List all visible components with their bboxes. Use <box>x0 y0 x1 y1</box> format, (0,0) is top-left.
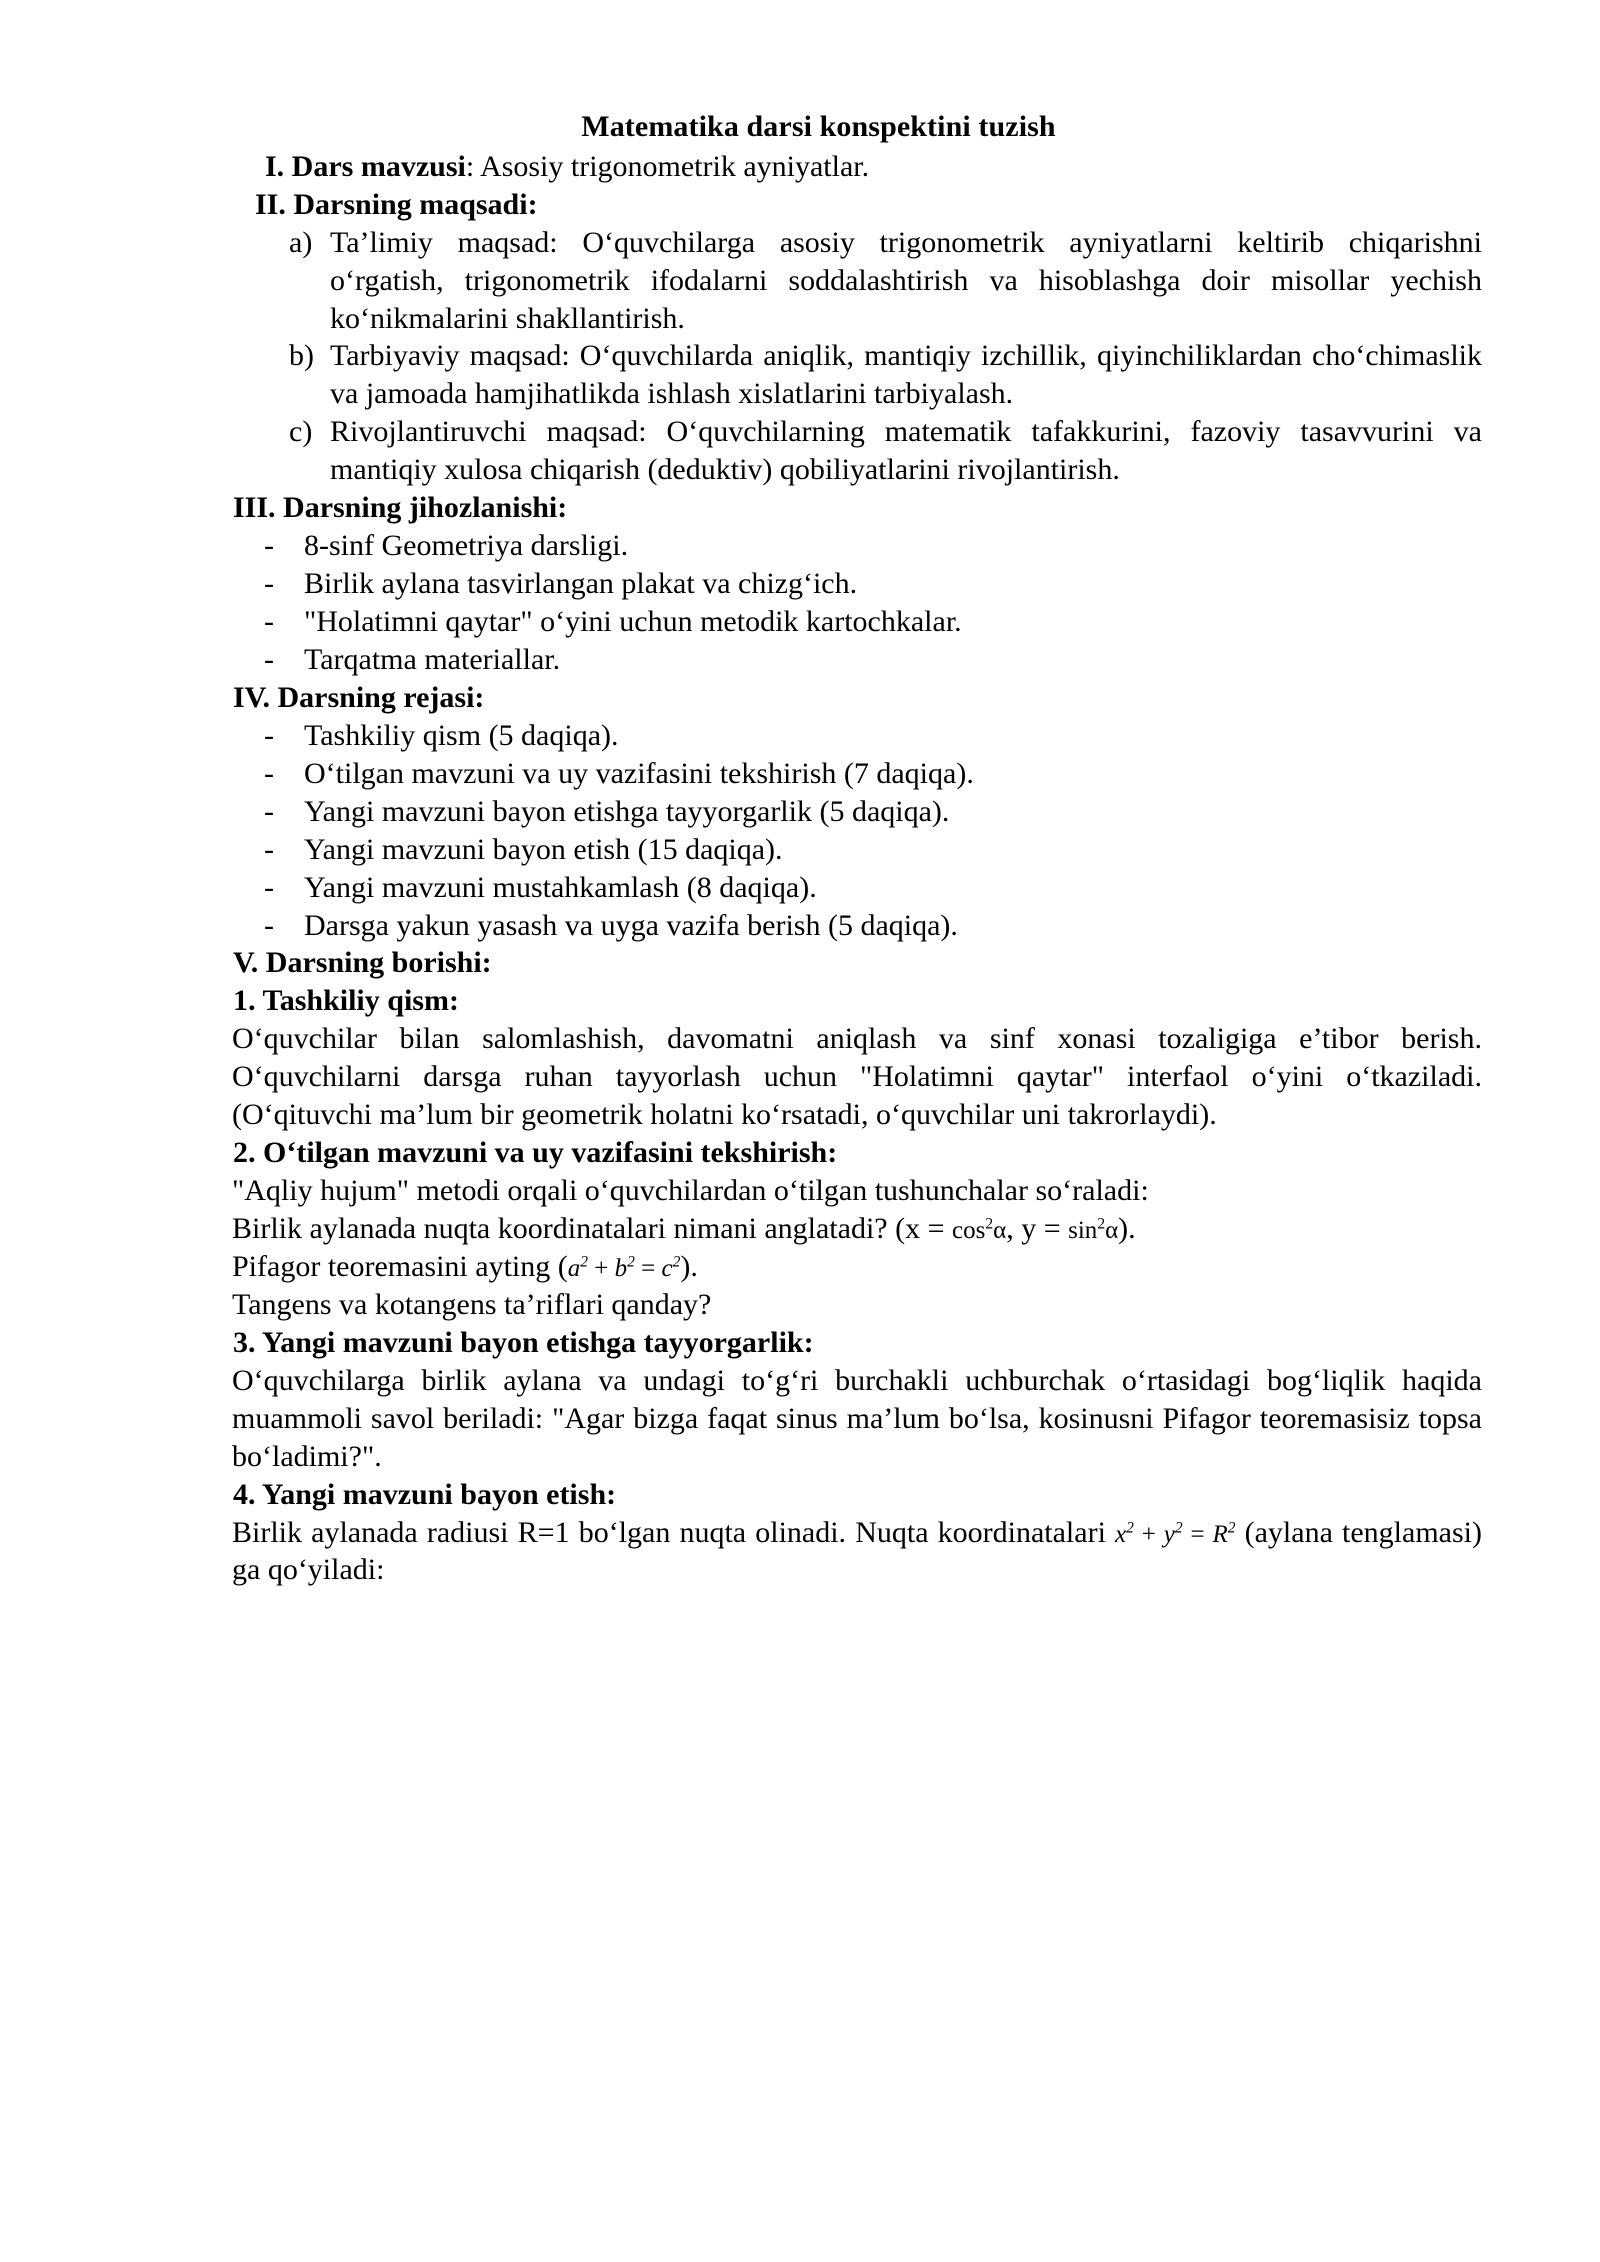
question-text-mid: , y = <box>1006 1212 1069 1246</box>
pythagoras-prefix: Pifagor teoremasini ayting ( <box>232 1249 568 1283</box>
list-item-text: Darsga yakun yasash va uyga vazifa berish (5 daqiqa). <box>304 908 958 942</box>
list-item-text: O‘tilgan mavzuni va uy vazifasini tekshirish (7 daqiqa). <box>304 756 974 790</box>
question-text-prefix: Birlik aylanada nuqta koordinatalari nimani anglatadi? (x = <box>232 1212 953 1246</box>
exponent: 2 <box>672 1253 681 1271</box>
list-item-text: Tarqatma materiallar. <box>304 642 561 676</box>
variable-y: y <box>1163 1520 1175 1548</box>
subsection-2-line-2 <box>232 1210 1483 1248</box>
list-item-text: Yangi mavzuni bayon etish (15 daqiqa). <box>304 832 783 866</box>
circle-equation-prefix: Birlik aylanada radiusi R=1 bo‘lgan nuqta olinadi. Nuqta koordinatalari <box>232 1515 1116 1549</box>
subsection-1-paragraph: O‘quvchilar bilan salomlashish, davomatni aniqlash va sinf xonasi tozaligiga e’tibor berish. O‘quvchilarni darsga ruhan tayyorlash uchun "Holatimni qaytar" interfaol o‘yini o‘tkaziladi. (O‘qituvchi ma’lum bir geometrik holatni ko‘rsatadi, o‘quvchilar uni takrorlaydi). <box>232 1022 1482 1132</box>
subsection-2-heading: 2. O‘tilgan mavzuni va uy vazifasini tekshirish: <box>233 1136 838 1170</box>
list-item-text: Birlik aylana tasvirlangan plakat va chizg‘ich. <box>304 567 858 601</box>
list-marker: - <box>264 529 274 563</box>
list-item <box>232 413 1483 489</box>
list-item <box>232 603 1483 641</box>
list-item-text: Rivojlantiruvchi maqsad: O‘quvchilarning matematik tafakkurini, fazoviy tasavvurini va mantiqiy xulosa chiqarish (deduktiv) qobiliyatlarini rivojlantirish. <box>330 415 1482 487</box>
variable-b: b <box>614 1254 628 1282</box>
list-marker: a) <box>289 225 313 259</box>
list-item <box>232 831 1483 869</box>
list-item-text: Tashkiliy qism (5 daqiqa). <box>304 718 619 752</box>
section-i-label: I. Dars mavzusi <box>265 149 466 183</box>
list-item-text: Tarbiyaviy maqsad: O‘quvchilarda aniqlik, mantiqiy izchillik, qiyinchiliklardan cho‘chimaslik va jamoada hamjihatlikda ishlash xislatlarini tarbiyalash. <box>330 339 1482 411</box>
variable-c: c <box>661 1254 673 1282</box>
list-item <box>232 755 1483 793</box>
variable-R: R <box>1212 1520 1228 1548</box>
list-marker: c) <box>289 415 313 449</box>
equals-operator: = <box>634 1254 662 1282</box>
subsection-2-line-1: "Aqliy hujum" metodi orqali o‘quvchilardan o‘tilgan tushunchalar so‘raladi: <box>232 1174 1149 1208</box>
exponent: 2 <box>1126 1519 1134 1537</box>
exponent: 2 <box>985 1215 994 1233</box>
circle-equation-suffix: (aylana tenglamasi) ga qo‘yiladi: <box>232 1515 1482 1587</box>
list-marker: - <box>264 567 274 601</box>
list-item <box>232 907 1483 945</box>
page-title: Matematika darsi konspektini tuzish <box>581 110 1056 143</box>
list-item <box>232 224 1483 338</box>
list-marker: - <box>264 908 274 942</box>
plus-operator: + <box>588 1254 615 1282</box>
math-cos-squared-alpha <box>952 1217 1006 1244</box>
list-item <box>232 793 1483 831</box>
exponent: 2 <box>1174 1519 1183 1537</box>
section-v-heading: V. Darsning borishi: <box>233 946 492 980</box>
section-iv-list <box>232 717 1483 945</box>
subsection-1-heading: 1. Tashkiliy qism: <box>233 984 459 1018</box>
section-iv-heading: IV. Darsning rejasi: <box>233 680 485 714</box>
sin-function: sin <box>1068 1217 1098 1245</box>
exponent: 2 <box>627 1253 635 1271</box>
section-i-text: : Asosiy trigonometrik ayniyatlar. <box>465 149 870 183</box>
exponent: 2 <box>1097 1215 1106 1233</box>
subsection-3-paragraph: O‘quvchilarga birlik aylana va undagi to‘g‘ri burchakli uchburchak o‘rtasidagi bog‘liqlik haqida muammoli savol beriladi: "Agar bizga faqat sinus ma’lum bo‘lsa, kosinusni Pifagor teoremasisiz topsa bo‘ladimi?". <box>232 1363 1482 1473</box>
list-marker: - <box>264 718 274 752</box>
section-ii-list <box>232 224 1483 490</box>
list-item <box>232 869 1483 907</box>
subsection-2-line-4: Tangens va kotangens ta’riflari qanday? <box>232 1287 712 1321</box>
equals-operator: = <box>1182 1520 1213 1548</box>
list-item-text: Ta’limiy maqsad: O‘quvchilarga asosiy trigonometrik ayniyatlarni keltirib chiqarishni o‘rgatish, trigonometrik ifodalarni soddalashtirish va hisoblashga doir misollar yechish ko‘nikmalarini shakllantirish. <box>330 225 1482 335</box>
section-iii-list <box>232 527 1483 679</box>
subsection-2-line-3 <box>232 1248 1483 1286</box>
list-marker: - <box>264 605 274 639</box>
list-marker: b) <box>289 339 314 373</box>
list-item-text: 8-sinf Geometriya darsligi. <box>304 529 629 563</box>
variable-a: a <box>567 1254 581 1282</box>
list-marker: - <box>264 832 274 866</box>
exponent: 2 <box>1227 1519 1236 1537</box>
list-item <box>232 641 1483 679</box>
list-marker: - <box>264 870 274 904</box>
math-sin-squared-alpha <box>1068 1217 1118 1244</box>
list-marker: - <box>264 642 274 676</box>
alpha-symbol: α <box>993 1217 1007 1245</box>
list-item-text: Yangi mavzuni mustahkamlash (8 daqiqa). <box>304 870 817 904</box>
math-circle-equation <box>1115 1521 1212 1548</box>
section-ii-heading: II. Darsning maqsadi: <box>255 187 538 221</box>
math-radius-squared <box>1212 1521 1235 1548</box>
question-text-suffix: ). <box>1118 1212 1136 1246</box>
exponent: 2 <box>580 1253 588 1271</box>
subsection-4-paragraph <box>232 1514 1483 1590</box>
list-item <box>232 565 1483 603</box>
list-marker: - <box>264 756 274 790</box>
cos-function: cos <box>952 1217 986 1245</box>
section-i-line <box>232 148 1483 186</box>
alpha-symbol: α <box>1105 1217 1119 1245</box>
pythagoras-suffix: ). <box>680 1249 698 1283</box>
subsection-4-heading: 4. Yangi mavzuni bayon etish: <box>233 1477 617 1511</box>
math-pythagorean-formula <box>568 1255 681 1282</box>
plus-operator: + <box>1133 1520 1164 1548</box>
list-marker: - <box>264 794 274 828</box>
list-item <box>232 337 1483 413</box>
variable-x: x <box>1115 1520 1127 1548</box>
list-item-text: Yangi mavzuni bayon etishga tayyorgarlik (5 daqiqa). <box>304 794 950 828</box>
list-item <box>232 527 1483 565</box>
section-iii-heading: III. Darsning jihozlanishi: <box>233 491 568 525</box>
subsection-3-heading: 3. Yangi mavzuni bayon etishga tayyorgarlik: <box>233 1325 814 1359</box>
list-item <box>232 717 1483 755</box>
list-item-text: "Holatimni qaytar" o‘yini uchun metodik kartochkalar. <box>304 605 962 639</box>
